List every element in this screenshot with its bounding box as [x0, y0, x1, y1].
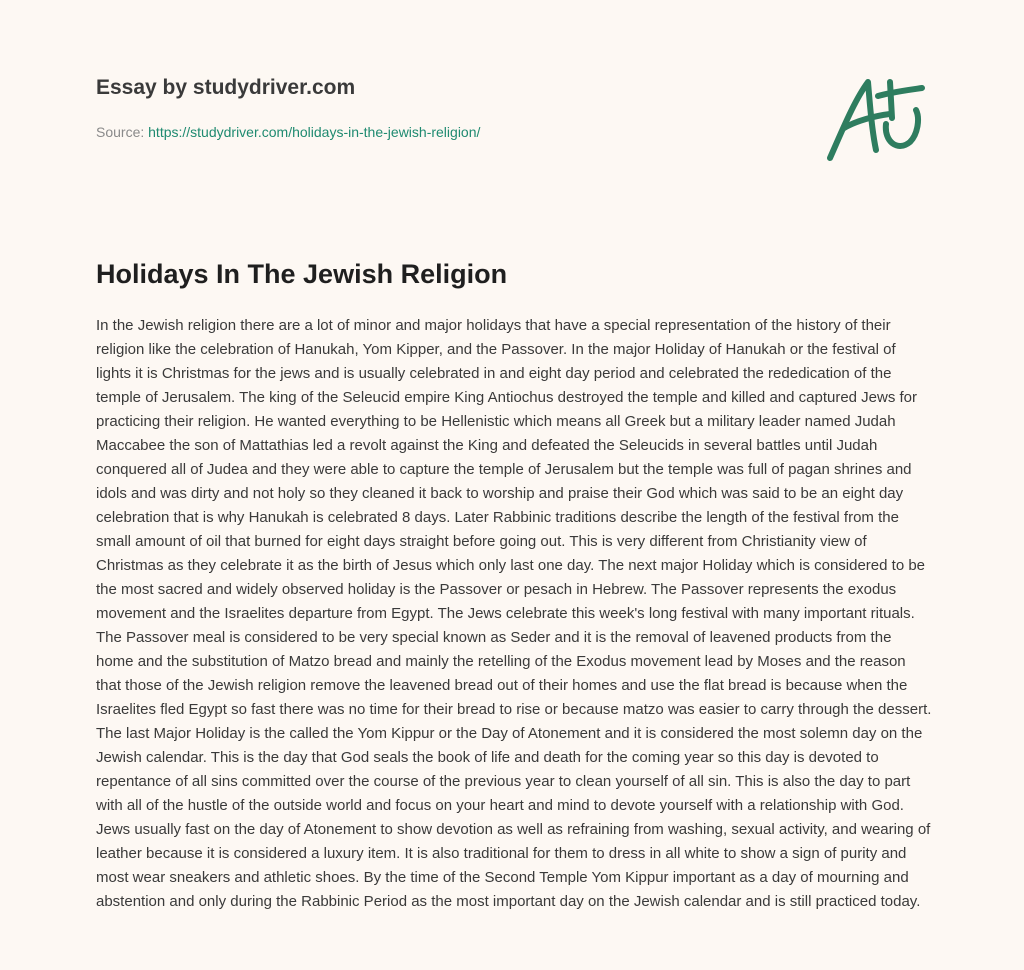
article-body: In the Jewish religion there are a lot of minor and major holidays that have a special representation of the history of their religion like the celebration of Hanukah, Yom Kipper, and the Passover. In the major Holiday of Hanukah or the festival of lights it is Christmas for the jews and is usually celebrated in and eight day period and celebrated the rededication of the temple of Jerusalem. The king of the Seleucid empire King Antiochus destroyed the temple and killed and captured Jews for practicing their religion. He wanted everything to be Hellenistic which means all Greek but a military leader named Judah Maccabee the son of Mattathias led a revolt against the King and defeated the Seleucids in several battles until Judah conquered all of Judea and they were able to capture the temple of Jerusalem but the temple was full of pagan shrines and idols and was dirty and not holy so they cleaned it back to worship and praise their God which was said to be an eight day celebration that is why Hanukah is celebrated 8 days. Later Rabbinic traditions describe the length of the festival from the small amount of oil that burned for eight days straight before going out. This is very different from Christianity view of Christmas as they celebrate it as the birth of Jesus which only last one day. The next major Holiday which is considered to be the most sacred and widely observed holiday is the Passover or pesach in Hebrew. The Passover represents the exodus movement and the Israelites departure from Egypt. The Jews celebrate this week's long festival with many important rituals. The Passover meal is considered to be very special known as Seder and it is the removal of leavened products from the home and the substitution of Matzo bread and mainly the retelling of the Exodus movement lead by Moses and the reason that those of the Jewish religion remove the leavened bread out of their homes and use the flat bread is because when the Israelites fled Egypt so fast there was no time for their bread to rise or because matzo was easier to carry through the dessert. The last Major Holiday is the called the Yom Kippur or the Day of Atonement and it is considered the most solemn day on the Jewish calendar. This is the day that God seals the book of life and death for the coming year so this day is devoted to repentance of all sins committed over the course of the previous year to clean yourself of all sin. This is also the day to part with all of the hustle of the outside world and focus on your heart and mind to devote yourself with a relationship with God. Jews usually fast on the day of Atonement to show devotion as well as refraining from washing, sexual activity, and wearing of leather because it is considered a luxury item. It is also traditional for them to dress in all white to show a sign of purity and most wear sneakers and athletic shoes. By the time of the Second Temple Yom Kippur important as a day of mourning and abstention and only during the Rabbinic Period as the most important day on the Jewish calendar and is still practiced today.: [96, 317, 932, 910]
page-header: [96, 74, 796, 141]
source-line: [96, 123, 796, 141]
article-title: Holidays In The Jewish Religion: [96, 259, 508, 289]
source-link[interactable]: https://studydriver.com/holidays-in-the-jewish-religion/: [148, 124, 481, 140]
brand-title: Essay by studydriver.com: [96, 76, 356, 99]
source-label: Source:: [96, 124, 145, 140]
a-plus-logo-icon: [822, 66, 930, 166]
